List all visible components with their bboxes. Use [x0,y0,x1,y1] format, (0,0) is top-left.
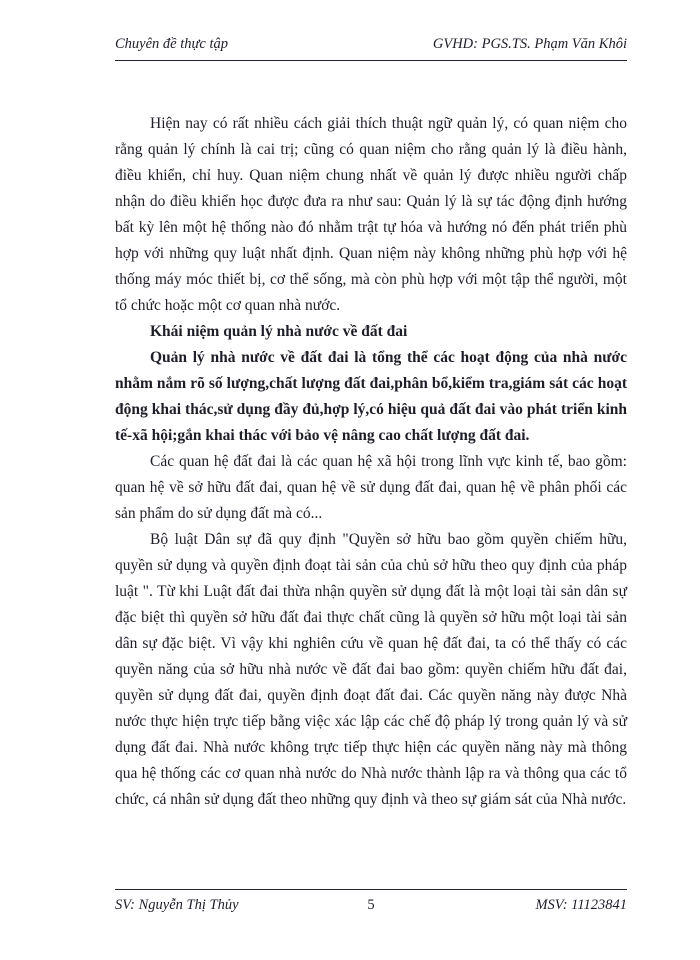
page-header [115,36,627,60]
footer-page-number: 5 [367,897,375,913]
footer-student-id: MSV: 11123841 [535,897,628,913]
page-footer [115,889,627,914]
paragraph-land-management-definition: Quản lý nhà nước về đất đai là tổng thể các hoạt động của nhà nước nhằm nắm rõ số lượng,chất lượng đất đai,phân bổ,kiểm tra,giám sát các hoạt động khai thác,sử dụng đầy đủ,hợp lý,có hiệu quả đất đai vào phát triển kinh tế-xã hội;gắn khai thác với bảo vệ nâng cao chất lượng đất đai. [115,349,627,444]
paragraph-land-relations: Các quan hệ đất đai là các quan hệ xã hội trong lĩnh vực kinh tế, bao gồm: quan hệ về sở hữu đất đai, quan hệ về sử dụng đất đai, quan hệ về phân phối các sản phẩm do sử dụng đất mà có... [115,453,627,522]
section-heading-land-state-management: Khái niệm quản lý nhà nước về đất đai [150,323,408,340]
paragraph-definition-management: Hiện nay có rất nhiều cách giải thích thuật ngữ quản lý, có quan niệm cho rằng quản lý chính là cai trị; cũng có quan niệm cho rằng quản lý là điều hành, điều khiển, chỉ huy. Quan niệm chung nhất về quản lý được nhiều người chấp nhận do điều khiển học được đưa ra như sau: Quản lý là sự tác động định hướng bất kỳ lên một hệ thống nào đó nhằm trật tự hóa và hướng nó đến phát triển phù hợp với những quy luật nhất định. Quan niệm này không những phù hợp với hệ thống máy móc thiết bị, cơ thể sống, mà còn phù hợp với một tập thể người, một tổ chức hoặc một cơ quan nhà nước. [115,115,627,314]
header-advisor-name: GVHD: PGS.TS. Phạm Văn Khôi [432,36,627,52]
footer-student-name: SV: Nguyễn Thị Thủy [115,897,239,913]
paragraph-civil-code-ownership: Bộ luật Dân sự đã quy định "Quyền sở hữu bao gồm quyền chiếm hữu, quyền sử dụng và quyền định đoạt tài sản của chủ sở hữu theo quy định của pháp luật ". Từ khi Luật đất đai thừa nhận quyền sử dụng đất là một loại tài sản dân sự đặc biệt thì quyền sở hữu đất đai thực chất cũng là quyền sở hữu một loại tài sản dân sự đặc biệt. Vì vậy khi nghiên cứu về quan hệ đất đai, ta có thể thấy có các quyền năng của sở hữu nhà nước về đất đai bao gồm: quyền chiếm hữu đất đai, quyền sử dụng đất đai, quyền định đoạt đất đai. Các quyền năng này được Nhà nước thực hiện trực tiếp bằng việc xác lập các chế độ pháp lý trong quản lý và sử dụng đất đai. Nhà nước không trực tiếp thực hiện các quyền năng này mà thông qua hệ thống các cơ quan nhà nước do Nhà nước thành lập ra và thông qua các tổ chức, cá nhân sử dụng đất theo những quy định và theo sự giám sát của Nhà nước. [115,531,627,808]
header-course-title: Chuyên đề thực tập [115,36,229,52]
page-body [115,111,627,813]
footer-row [115,890,627,914]
header-rule [115,60,627,61]
